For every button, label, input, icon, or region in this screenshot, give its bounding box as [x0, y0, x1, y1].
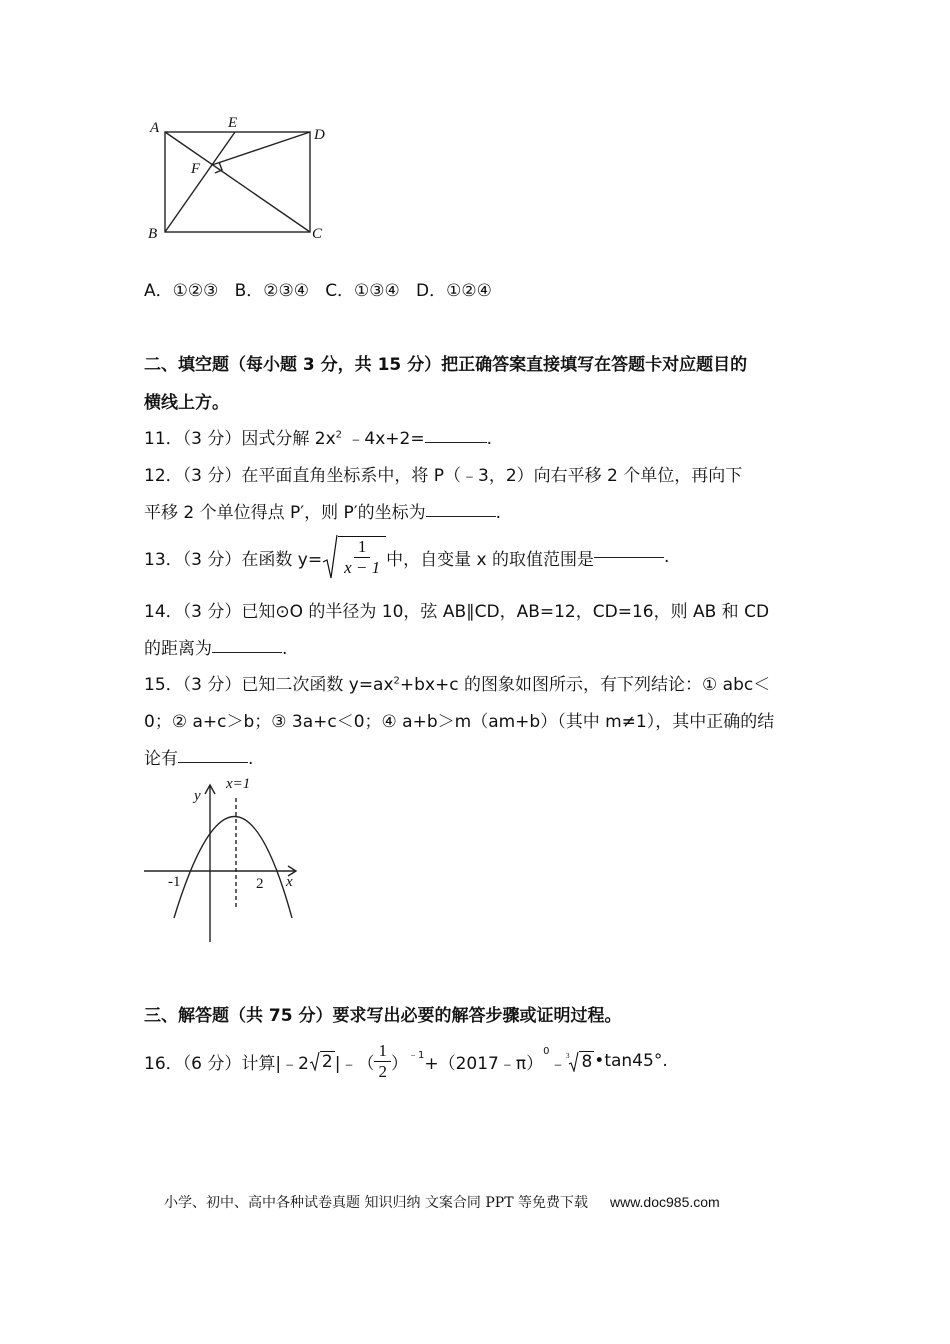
- label-x: x: [286, 874, 293, 890]
- diagonal-bd-line: [165, 132, 235, 232]
- parabola-curve: [174, 817, 292, 919]
- q14-answer-blank[interactable]: [212, 651, 282, 653]
- q10-options: [144, 276, 492, 301]
- question-12-line1: 12．（3 分）在平面直角坐标系中，将 P（﹣3，2）向右平移 2 个单位，再向下: [144, 466, 743, 486]
- q12-line2-text: 平移 2 个单位得点 P′，则 P′的坐标为: [144, 503, 426, 523]
- q15-answer-blank[interactable]: [178, 761, 248, 763]
- option-c: C．①③④: [325, 281, 400, 301]
- q15-exponent: 2: [393, 675, 400, 687]
- sqrt-sign-icon: [322, 534, 338, 580]
- q16-cbrt-arg: 8: [581, 1051, 593, 1072]
- label-d: D: [314, 127, 325, 143]
- q16-bar: |﹣（: [334, 1053, 375, 1074]
- q16-cbrt8: [566, 1050, 594, 1072]
- label-c: C: [312, 226, 323, 242]
- q16-sqrt2: [309, 1051, 335, 1072]
- segment-fd-line: [212, 132, 310, 165]
- label-e: E: [228, 115, 238, 131]
- diagonal-ac-line: [165, 132, 310, 232]
- label-2: 2: [256, 876, 264, 892]
- q11-rest: ﹣4x+2=: [342, 429, 425, 449]
- q13-fraction: [340, 537, 384, 578]
- sqrt-sign-icon: [309, 1051, 320, 1071]
- q16-denominator: 2: [378, 1061, 387, 1081]
- footer-url-link[interactable]: www.doc985.com: [609, 1194, 720, 1210]
- label-a: A: [150, 120, 160, 136]
- q14-end: .: [282, 639, 288, 659]
- page-footer: [164, 1192, 720, 1212]
- q16-exp2: 0: [543, 1046, 550, 1057]
- q16-close-paren: ）: [390, 1053, 408, 1074]
- svg-text:3: 3: [566, 1052, 570, 1060]
- q16-mid: +（2017﹣π）: [424, 1053, 544, 1074]
- option-b: B．②③④: [234, 281, 309, 301]
- q13-denominator: x − 1: [344, 558, 381, 577]
- section2-heading-line2: 横线上方。: [144, 393, 229, 413]
- question-15-line2: 0；② a+c＞b；③ 3a+c＜0；④ a+b＞m（am+b）（其中 m≠1），其中正确的结: [144, 712, 775, 732]
- rectangle-figure: [140, 110, 340, 245]
- q15-line3-text: 论有: [144, 749, 178, 769]
- label-x-equals-1: x=1: [226, 776, 251, 792]
- q16-prefix: 16．（6 分）计算|﹣2: [144, 1053, 309, 1074]
- option-a: A．①②③: [144, 281, 219, 301]
- question-12-line2: [144, 498, 501, 523]
- q16-exp1: ﹣1: [407, 1050, 425, 1061]
- q16-end: •tan45°.: [594, 1051, 668, 1071]
- q13-numerator: 1: [354, 537, 371, 558]
- q11-end: .: [486, 429, 493, 449]
- q15-line1-a: 15．（3 分）已知二次函数 y=ax: [144, 675, 394, 695]
- label-b: B: [148, 226, 158, 242]
- q12-answer-blank[interactable]: [426, 515, 496, 517]
- option-d: D．①②④: [416, 281, 492, 301]
- q12-end: .: [495, 503, 502, 523]
- section2-heading-line1: 二、填空题（每小题 3 分，共 15 分）把正确答案直接填写在答题卡对应题目的: [144, 355, 748, 375]
- q13-prefix: 13．（3 分）在函数 y=: [144, 549, 323, 570]
- question-11: [144, 424, 492, 449]
- q13-answer-blank[interactable]: [594, 556, 664, 558]
- q16-numerator: 1: [374, 1041, 391, 1062]
- q16-fraction: [374, 1041, 391, 1082]
- cube-root-sign-icon: [566, 1050, 579, 1072]
- parabola-graph: [140, 770, 310, 946]
- q11-prefix: 11．（3 分）因式分解 2x: [144, 429, 336, 449]
- q16-minus: ﹣: [549, 1053, 567, 1074]
- question-14-line2: [144, 634, 287, 659]
- q14-line2-text: 的距离为: [144, 639, 212, 659]
- footer-text: 小学、初中、高中各种试卷真题 知识归纳 文案合同 PPT 等免费下载: [164, 1195, 588, 1211]
- question-15-line1: [144, 670, 770, 695]
- q11-exponent: 2: [335, 429, 343, 441]
- label-neg1: -1: [168, 874, 181, 890]
- q15-end: .: [248, 749, 254, 769]
- q16-sqrt-arg: 2: [321, 1051, 333, 1072]
- label-y: y: [194, 788, 201, 804]
- q13-mid: 中，自变量 x 的取值范围是: [386, 549, 594, 570]
- question-13: [144, 533, 669, 581]
- q13-end: .: [663, 547, 670, 567]
- q15-line1-b: +bx+c 的图象如图所示，有下列结论：① abc＜: [399, 675, 771, 695]
- question-16: [144, 1036, 668, 1086]
- question-15-line3: [144, 744, 253, 769]
- section3-heading: 三、解答题（共 75 分）要求写出必要的解答步骤或证明过程。: [144, 1006, 622, 1026]
- q13-sqrt-expression: [322, 534, 386, 580]
- q11-answer-blank[interactable]: [425, 441, 487, 443]
- label-f: F: [191, 161, 201, 177]
- question-14-line1: 14．（3 分）已知⊙O 的半径为 10，弦 AB∥CD，AB=12，CD=16，则 AB 和 CD: [144, 602, 770, 622]
